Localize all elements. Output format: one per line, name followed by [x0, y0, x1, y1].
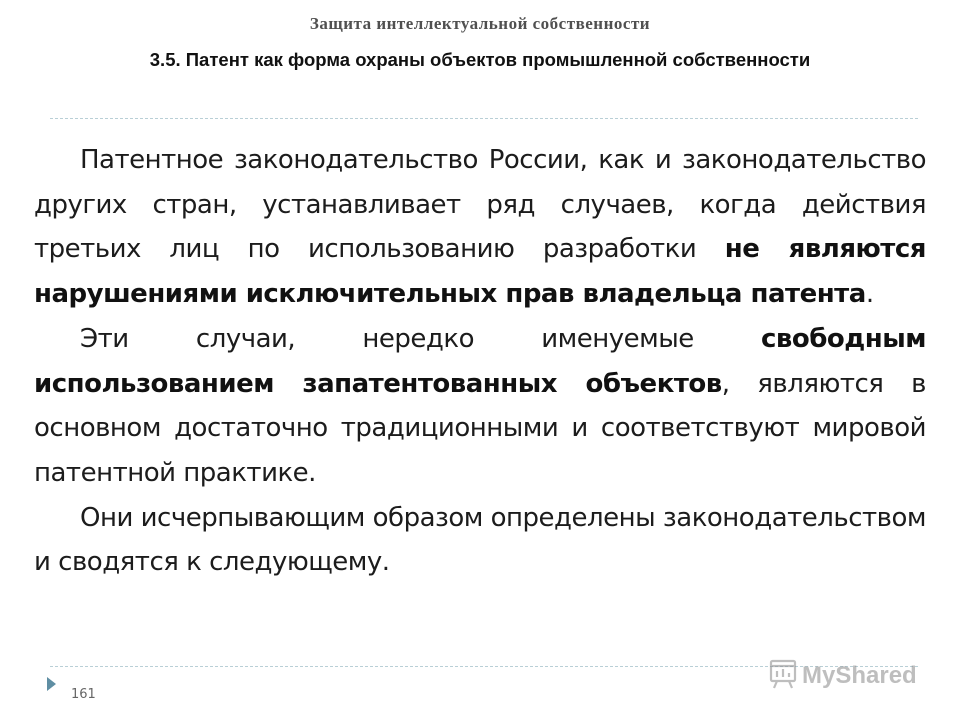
emphasis-text: свободным использованием запатентованных объектов [34, 323, 926, 399]
presentation-board-icon [771, 661, 795, 688]
header-divider [50, 118, 918, 119]
paragraph-text: Эти случаи, нередко именуемые [80, 323, 762, 354]
paragraph-2 [34, 317, 926, 496]
section-title: 3.5. Патент как форма охраны объектов промышленной собственности [149, 49, 811, 70]
watermark-logo [768, 655, 928, 695]
paragraph-text: Патентное законодательство России, как и законодательство других стран, устанавливает ряд случаев, когда действия третьих лиц по использованию разработки [34, 145, 926, 265]
emphasis-text: не являются нарушениями исключительных прав владельца патента [34, 234, 926, 310]
paragraph-text: , являются в основном достаточно традиционными и соответствуют мировой патентной практике. [34, 368, 927, 488]
paragraph-text: . [865, 279, 874, 310]
paragraph-1 [34, 138, 926, 317]
paragraph-3 [34, 496, 926, 585]
page-number: 161 [71, 687, 96, 702]
course-title: Защита интеллектуальной собственности [309, 14, 651, 33]
slide-body [34, 138, 926, 585]
watermark-text: MyShared [802, 662, 917, 689]
paragraph-text: Они исчерпывающим образом определены законодательством и сводятся к следующему. [34, 502, 926, 578]
page-marker-icon [47, 677, 56, 691]
